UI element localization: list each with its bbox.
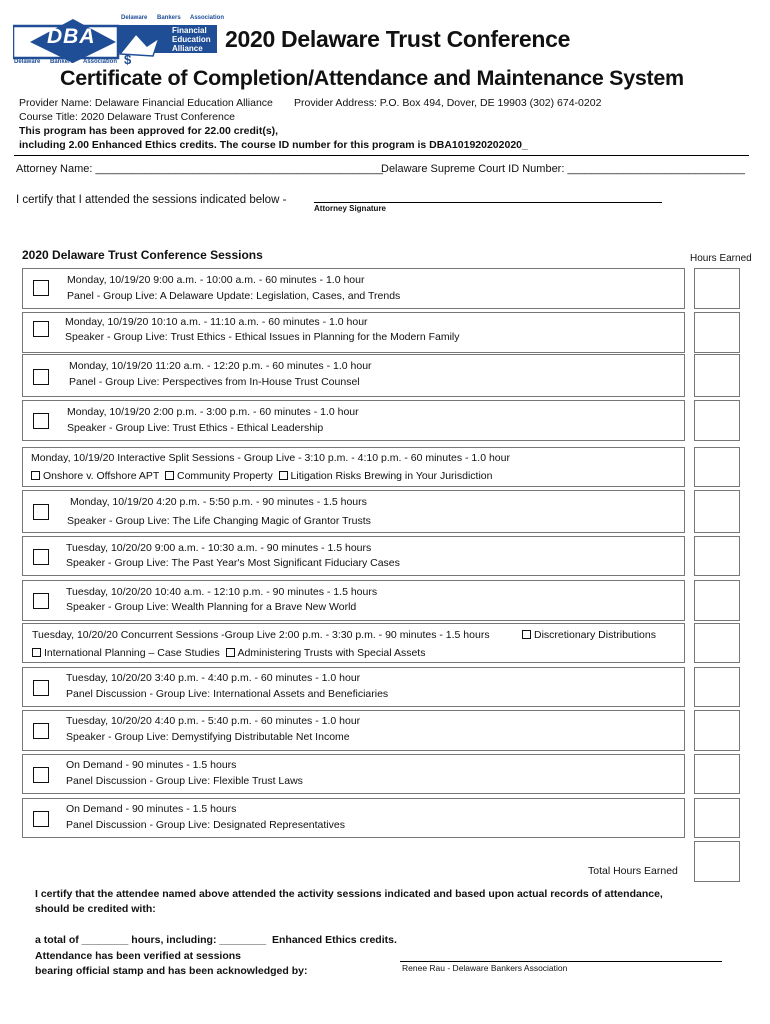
split-session-row xyxy=(22,447,685,487)
hours-earned-label: Hours Earned xyxy=(690,253,752,264)
hours-earned-box[interactable] xyxy=(694,710,740,751)
acknowledger-signature-line xyxy=(400,961,722,962)
fea-line-3: Alliance xyxy=(172,44,203,53)
verified-line-2: bearing official stamp and has been acknowledged by: xyxy=(35,965,308,977)
session-time: Tuesday, 10/20/20 10:40 a.m. - 12:10 p.m. - 90 minutes - 1.5 hours xyxy=(66,586,378,598)
hours-earned-box[interactable] xyxy=(694,354,740,397)
ethics-credits-label: Enhanced Ethics credits. xyxy=(272,934,397,946)
hours-earned-box[interactable] xyxy=(694,536,740,576)
option-label: Discretionary Distributions xyxy=(534,629,656,641)
session-title: Speaker - Group Live: Demystifying Distributable Net Income xyxy=(66,731,350,743)
court-id-field[interactable]: Delaware Supreme Court ID Number: _____________________________ xyxy=(381,163,745,175)
approval-line-1: This program has been approved for 22.00 credit(s), xyxy=(19,125,279,137)
session-row xyxy=(22,754,685,794)
option-checkbox[interactable] xyxy=(522,630,531,639)
session-row xyxy=(22,312,685,353)
provider-name: Provider Name: Delaware Financial Education Alliance xyxy=(19,97,273,109)
total-hours-label: Total Hours Earned xyxy=(588,865,678,877)
hours-earned-box[interactable] xyxy=(694,400,740,441)
option-label: International Planning – Case Studies xyxy=(44,647,220,659)
session-time: Monday, 10/19/20 4:20 p.m. - 5:50 p.m. - 90 minutes - 1.5 hours xyxy=(70,496,367,508)
session-checkbox[interactable] xyxy=(33,369,49,385)
session-title: Panel - Group Live: Perspectives from In-House Trust Counsel xyxy=(69,376,360,388)
option-label: Onshore v. Offshore APT xyxy=(43,470,160,482)
certify-statement: I certify that I attended the sessions indicated below - xyxy=(16,194,287,206)
option-checkbox[interactable] xyxy=(31,471,40,480)
session-row xyxy=(22,710,685,751)
split-session-options xyxy=(32,647,425,659)
dollar-icon: $ xyxy=(124,52,132,67)
hours-earned-box[interactable] xyxy=(694,798,740,838)
session-checkbox[interactable] xyxy=(33,549,49,565)
hours-earned-box[interactable] xyxy=(694,268,740,309)
divider xyxy=(14,155,749,156)
session-checkbox[interactable] xyxy=(33,593,49,609)
session-title: Speaker - Group Live: Wealth Planning for a Brave New World xyxy=(66,601,357,613)
split-session-time: Monday, 10/19/20 Interactive Split Sessions - Group Live - 3:10 p.m. - 4:10 p.m. - 60 minutes - 1.0 hour xyxy=(31,452,510,464)
session-row xyxy=(22,667,685,707)
option-label: Administering Trusts with Special Assets xyxy=(237,647,426,659)
hours-earned-box[interactable] xyxy=(694,667,740,707)
fea-line-1: Financial xyxy=(172,26,207,35)
session-title: Speaker - Group Live: The Past Year's Most Significant Fiduciary Cases xyxy=(66,557,400,569)
session-checkbox[interactable] xyxy=(33,811,49,827)
provider-address: Provider Address: P.O. Box 494, Dover, DE 19903 (302) 674-0202 xyxy=(294,97,602,109)
session-row xyxy=(22,536,685,576)
session-title: Panel - Group Live: A Delaware Update: Legislation, Cases, and Trends xyxy=(67,290,401,302)
split-session-option-right xyxy=(522,629,656,641)
logo-bottom-label-2: Bankers xyxy=(50,59,74,65)
session-checkbox[interactable] xyxy=(33,504,49,520)
session-title: Speaker - Group Live: Trust Ethics - Ethical Leadership xyxy=(67,422,324,434)
split-session-time: Tuesday, 10/20/20 Concurrent Sessions -Group Live 2:00 p.m. - 3:30 p.m. - 90 minutes - 1.5 hours xyxy=(32,629,490,641)
hours-earned-box[interactable] xyxy=(694,754,740,794)
session-checkbox[interactable] xyxy=(33,723,49,739)
hours-earned-box[interactable] xyxy=(694,623,740,663)
dba-logo-text: DBA xyxy=(47,25,96,48)
total-hours-box[interactable] xyxy=(694,841,740,882)
logo-bottom-label-3: Association xyxy=(83,59,118,65)
logo-bottom-label-1: Delaware xyxy=(14,59,41,65)
fea-line-2: Education xyxy=(172,35,211,44)
session-row xyxy=(22,354,685,397)
session-row xyxy=(22,580,685,621)
session-time: Monday, 10/19/20 9:00 a.m. - 10:00 a.m. - 60 minutes - 1.0 hour xyxy=(67,274,365,286)
hours-earned-box[interactable] xyxy=(694,312,740,353)
session-row xyxy=(22,490,685,533)
session-time: Monday, 10/19/20 10:10 a.m. - 11:10 a.m. - 60 minutes - 1.0 hour xyxy=(65,316,368,328)
logo-top-label-1: Delaware xyxy=(121,15,148,21)
split-session-row xyxy=(22,623,685,663)
hours-earned-box[interactable] xyxy=(694,447,740,487)
acknowledger-name: Renee Rau - Delaware Bankers Association xyxy=(402,963,568,973)
signature-label: Attorney Signature xyxy=(314,204,387,213)
option-label: Community Property xyxy=(177,470,273,482)
session-row xyxy=(22,400,685,441)
session-checkbox[interactable] xyxy=(33,413,49,429)
attorney-name-field[interactable]: Attorney Name: _______________________________________________ xyxy=(16,163,384,175)
sessions-heading: 2020 Delaware Trust Conference Sessions xyxy=(22,248,263,262)
footer-certify-line-2: should be credited with: xyxy=(35,903,156,915)
logo-top-label-2: Bankers xyxy=(157,15,181,21)
session-time: Tuesday, 10/20/20 4:40 p.m. - 5:40 p.m. - 60 minutes - 1.0 hour xyxy=(66,715,361,727)
session-title: Panel Discussion - Group Live: International Assets and Beneficiaries xyxy=(66,688,389,700)
session-time: Tuesday, 10/20/20 3:40 p.m. - 4:40 p.m. - 60 minutes - 1.0 hour xyxy=(66,672,361,684)
verified-line-1: Attendance has been verified at sessions xyxy=(35,950,241,962)
session-checkbox[interactable] xyxy=(33,680,49,696)
split-session-options xyxy=(31,470,492,482)
session-row xyxy=(22,268,685,309)
session-title: Speaker - Group Live: The Life Changing Magic of Grantor Trusts xyxy=(67,515,371,527)
logo-top-label-3: Association xyxy=(190,15,225,21)
signature-line[interactable] xyxy=(314,202,662,203)
session-checkbox[interactable] xyxy=(33,280,49,296)
hours-earned-box[interactable] xyxy=(694,490,740,533)
option-checkbox[interactable] xyxy=(279,471,288,480)
page-subtitle: Certificate of Completion/Attendance and Maintenance System xyxy=(60,66,684,90)
option-checkbox[interactable] xyxy=(226,648,235,657)
fea-logo-text xyxy=(172,26,211,53)
session-time: On Demand - 90 minutes - 1.5 hours xyxy=(66,803,237,815)
option-label: Litigation Risks Brewing in Your Jurisdiction xyxy=(290,470,493,482)
hours-earned-box[interactable] xyxy=(694,580,740,621)
page-title: 2020 Delaware Trust Conference xyxy=(225,26,571,52)
footer-certify-line-1: I certify that the attendee named above attended the activity sessions indicated and based upon actual records of attendance, xyxy=(35,888,663,900)
session-row xyxy=(22,798,685,838)
session-time: Tuesday, 10/20/20 9:00 a.m. - 10:30 a.m. - 90 minutes - 1.5 hours xyxy=(66,542,372,554)
session-checkbox[interactable] xyxy=(33,321,49,337)
session-title: Speaker - Group Live: Trust Ethics - Ethical Issues in Planning for the Modern Family xyxy=(65,331,460,343)
approval-line-2: including 2.00 Enhanced Ethics credits. The course ID number for this program is DBA101920202020_ xyxy=(19,139,528,151)
session-title: Panel Discussion - Group Live: Designated Representatives xyxy=(66,819,345,831)
session-checkbox[interactable] xyxy=(33,767,49,783)
course-title: Course Title: 2020 Delaware Trust Conference xyxy=(19,111,235,123)
session-time: Monday, 10/19/20 2:00 p.m. - 3:00 p.m. - 60 minutes - 1.0 hour xyxy=(67,406,359,418)
option-checkbox[interactable] xyxy=(32,648,41,657)
session-time: Monday, 10/19/20 11:20 a.m. - 12:20 p.m. - 60 minutes - 1.0 hour xyxy=(69,360,372,372)
option-checkbox[interactable] xyxy=(165,471,174,480)
session-title: Panel Discussion - Group Live: Flexible Trust Laws xyxy=(66,775,303,787)
total-credits-line[interactable]: a total of ________ hours, including: ________ xyxy=(35,934,267,946)
session-time: On Demand - 90 minutes - 1.5 hours xyxy=(66,759,237,771)
